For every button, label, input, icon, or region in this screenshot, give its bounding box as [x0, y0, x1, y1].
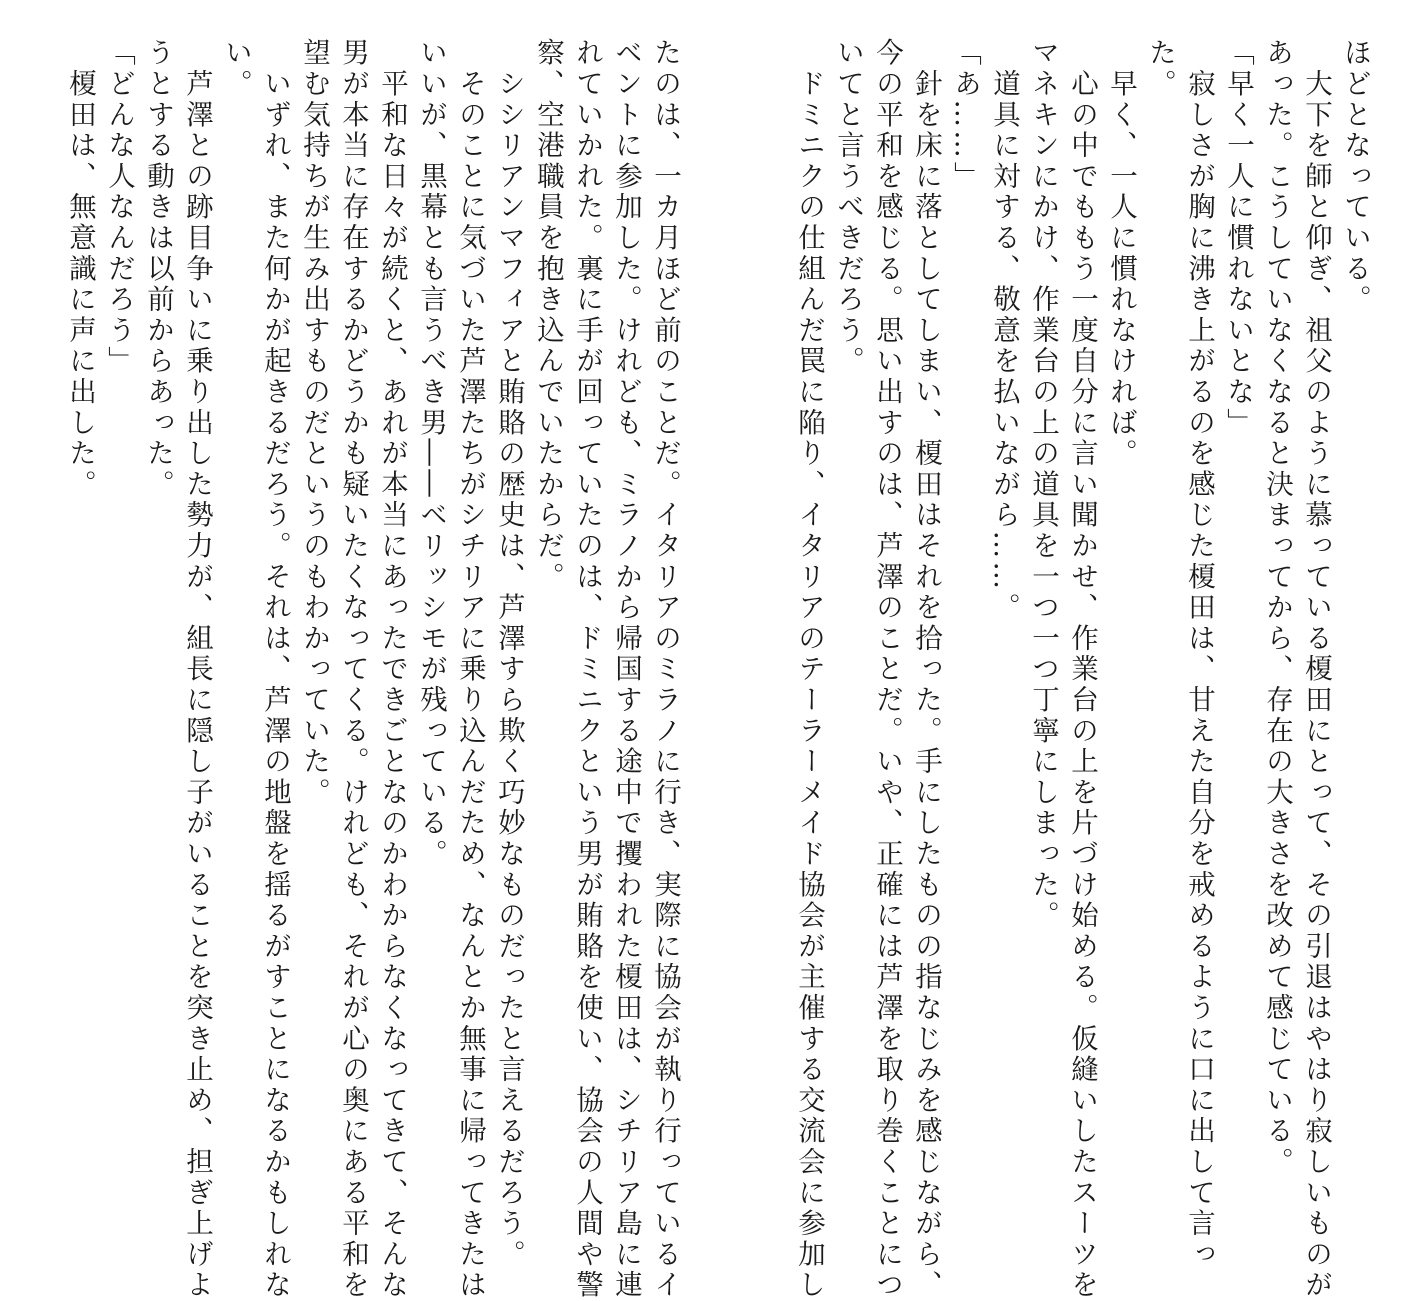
text-line: 察、空港職員を抱き込んでいたからだ。: [532, 38, 564, 593]
text-line: 「どんな人なんだろう」: [103, 38, 135, 377]
text-line: 今の平和を感じる。思い出すのは、芦澤のことだ。いや、正確には芦澤を取り巻くことにつ: [871, 38, 903, 1301]
text-line: シシリアンマフィアと賄賂の歴史は、芦澤すら欺く巧妙なものだったと言えるだろう。: [493, 38, 525, 1270]
text-line: ほどとなっている。: [1339, 38, 1371, 316]
text-line: うとする動きは以前からあった。: [142, 38, 174, 500]
text-line: そのことに気づいた芦澤たちがシチリアに乗り込んだため、なんとか無事に帰ってきたは: [454, 38, 486, 1301]
text-line: いいが、黒幕とも言うべき男――ベリッシモが残っている。: [415, 38, 447, 870]
text-line: ドミニクの仕組んだ罠に陥り、イタリアのテーラーメイド協会が主催する交流会に参加し: [793, 38, 825, 1301]
text-line: いずれ、また何かが起きるだろう。それは、芦澤の地盤を揺るがすことになるかもしれな: [259, 38, 291, 1301]
text-line: た。: [1144, 38, 1176, 100]
text-line: 大下を師と仰ぎ、祖父のように慕っている榎田にとって、その引退はやはり寂しいものが: [1300, 38, 1332, 1301]
text-line: 平和な日々が続くと、あれが本当にあったできごとなのかわからなくなってきて、そんな: [376, 38, 408, 1301]
text-line: れていかれた。裏に手が回っていたのは、ドミニクという男が賄賂を使い、協会の人間や警: [571, 38, 603, 1301]
text-line: 男が本当に存在するかどうかも疑いたくなってくる。けれども、それが心の奥にある平和を: [337, 38, 369, 1301]
text-line: 「あ……」: [949, 38, 981, 192]
text-line: 道具に対する、敬意を払いながら……。: [988, 38, 1020, 624]
text-line: 望む気持ちが生み出すものだというのもわかっていた。: [298, 38, 330, 808]
text-line: あった。こうしていなくなると決まってから、存在の大きさを改めて感じている。: [1261, 38, 1293, 1178]
text-line: 寂しさが胸に沸き上がるのを感じた榎田は、甘えた自分を戒めるように口に出して言っ: [1183, 38, 1215, 1270]
text-line: たのは、一カ月ほど前のことだ。イタリアのミラノに行き、実際に協会が執り行っているイ: [649, 38, 681, 1301]
right-page: [707, 0, 1414, 1301]
text-line: 針を床に落としてしまい、榎田はそれを拾った。手にしたものの指なじみを感じながら、: [910, 38, 942, 1301]
text-line: 早く、一人に慣れなければ。: [1105, 38, 1137, 470]
text-line: いてと言うべきだろう。: [832, 38, 864, 377]
text-line: 「早く一人に慣れないとな」: [1222, 38, 1254, 439]
text-line: マネキンにかけ、作業台の上の道具を一つ一つ丁寧にしまった。: [1027, 38, 1059, 932]
text-line: 心の中でももう一度自分に言い聞かせ、作業台の上を片づけ始める。仮縫いしたスーツを: [1066, 38, 1098, 1301]
text-line: い。: [220, 38, 252, 100]
text-line: 芦澤との跡目争いに乗り出した勢力が、組長に隠し子がいることを突き止め、担ぎ上げよ: [181, 38, 213, 1301]
text-line: ベントに参加した。けれども、ミラノから帰国する途中で攫われた榎田は、シチリア島に連: [610, 38, 642, 1301]
text-line: 榎田は、無意識に声に出した。: [64, 38, 96, 500]
